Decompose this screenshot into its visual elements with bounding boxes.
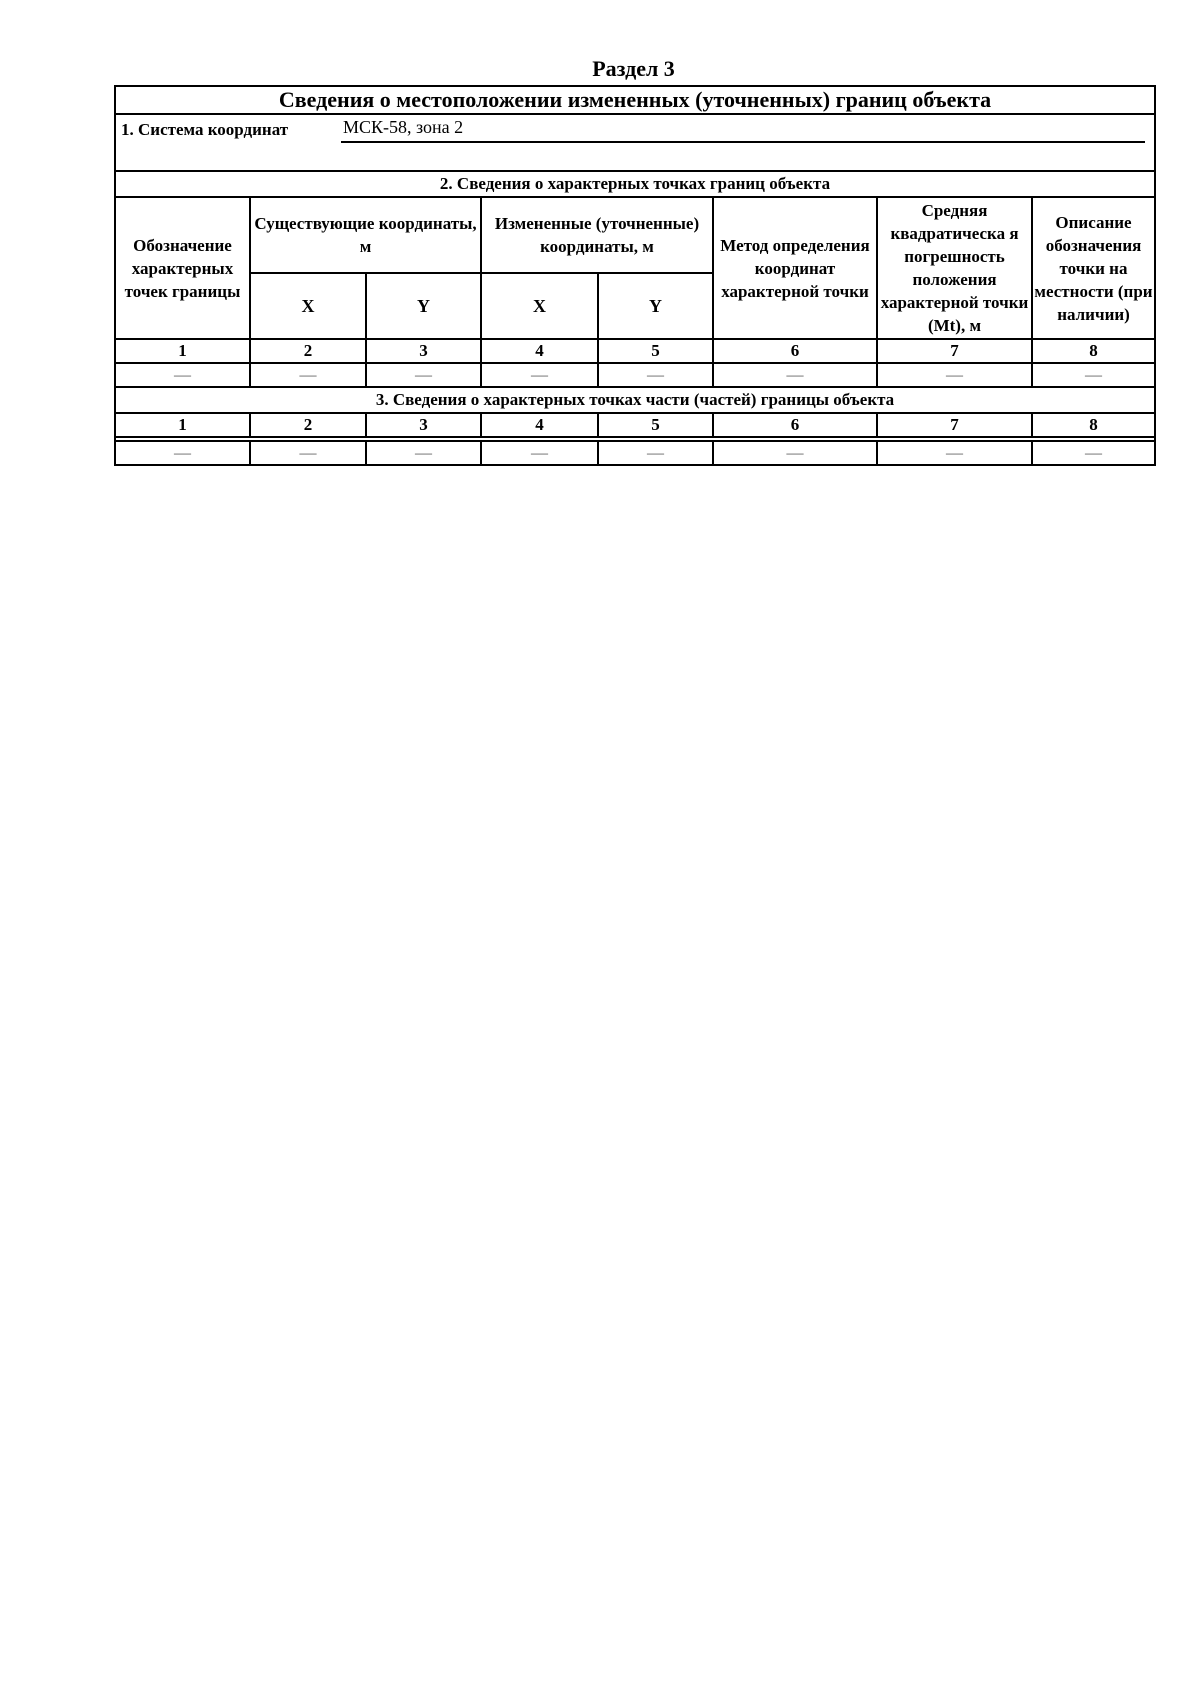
table-cell: — [877, 441, 1032, 465]
column-number: 7 [877, 339, 1032, 363]
table-cell: — [250, 363, 366, 387]
column-number: 8 [1032, 413, 1155, 437]
header-mean-error: Средняя квадратическа я погрешность положения характерной точки (Mt), м [877, 197, 1032, 339]
table-cell: — [481, 363, 598, 387]
column-number: 3 [366, 413, 481, 437]
header-description: Описание обозначения точки на местности (при наличии) [1032, 197, 1155, 339]
coordinate-system-value: МСК-58, зона 2 [343, 117, 464, 137]
part2-column-numbers [115, 339, 1155, 363]
form-title: Сведения о местоположении измененных (уточненных) границ объекта [115, 86, 1155, 114]
header-designation: Обозначение характерных точек границы [115, 197, 250, 339]
column-number: 1 [115, 413, 250, 437]
part2-data-row [115, 363, 1155, 387]
table-cell: — [115, 363, 250, 387]
boundary-table [114, 85, 1156, 466]
boundary-form [114, 85, 1153, 466]
column-number: 4 [481, 413, 598, 437]
column-number: 5 [598, 339, 713, 363]
column-number: 5 [598, 413, 713, 437]
table-cell: — [598, 441, 713, 465]
table-cell: — [366, 363, 481, 387]
table-cell: — [250, 441, 366, 465]
header-method: Метод определения координат характерной точки [713, 197, 877, 339]
column-number: 4 [481, 339, 598, 363]
table-cell: — [366, 441, 481, 465]
table-cell: — [877, 363, 1032, 387]
column-number: 8 [1032, 339, 1155, 363]
table-cell: — [713, 441, 877, 465]
table-cell: — [1032, 363, 1155, 387]
table-cell: — [1032, 441, 1155, 465]
header-changed-y: Y [598, 273, 713, 339]
table-cell: — [115, 441, 250, 465]
column-number: 7 [877, 413, 1032, 437]
underline [341, 141, 1145, 143]
header-changed-coordinates: Измененные (уточненные) координаты, м [481, 197, 713, 273]
column-number: 2 [250, 339, 366, 363]
column-number: 3 [366, 339, 481, 363]
table-cell: — [598, 363, 713, 387]
header-existing-x: X [250, 273, 366, 339]
column-number: 1 [115, 339, 250, 363]
header-existing-coordinates: Существующие координаты, м [250, 197, 481, 273]
section-label: Раздел 3 [592, 56, 675, 81]
table-cell: — [713, 363, 877, 387]
header-existing-y: Y [366, 273, 481, 339]
coordinate-system-label: 1. Система координат [121, 120, 289, 139]
part3-data-row [115, 441, 1155, 465]
part2-heading: 2. Сведения о характерных точках границ объекта [115, 171, 1155, 197]
column-number: 2 [250, 413, 366, 437]
part3-column-numbers [115, 413, 1155, 437]
column-number: 6 [713, 413, 877, 437]
table-cell: — [481, 441, 598, 465]
part3-heading: 3. Сведения о характерных точках части (частей) границы объекта [115, 387, 1155, 413]
header-changed-x: X [481, 273, 598, 339]
column-number: 6 [713, 339, 877, 363]
coordinate-system-row [115, 114, 1155, 171]
